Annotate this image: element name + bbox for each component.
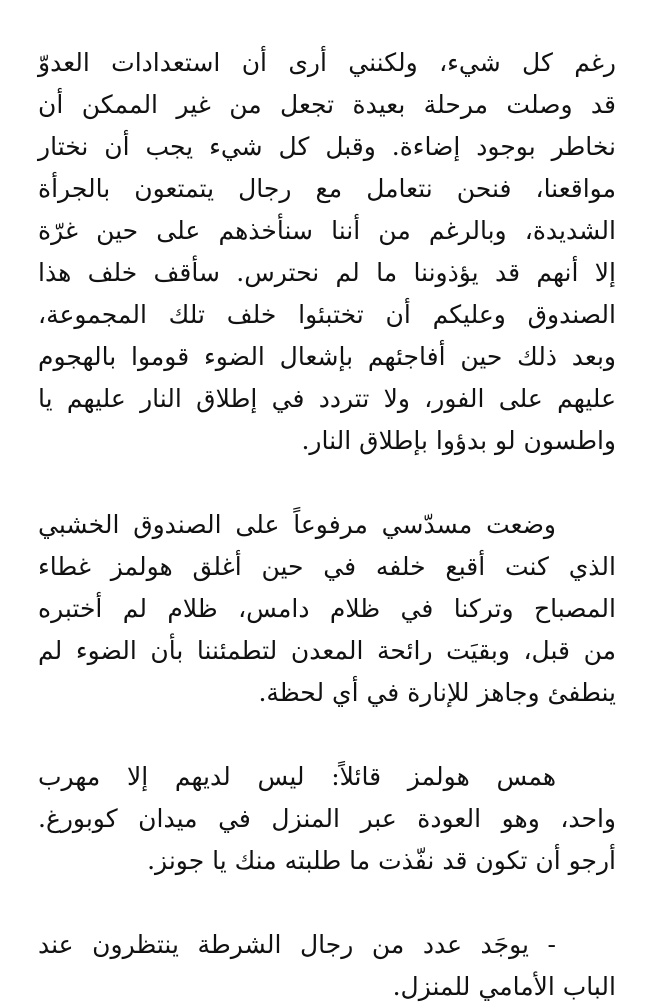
text-line: الباب الأمامي للمنزل. xyxy=(392,972,616,1001)
text-line: عليهم على الفور، ولا تتردد في إطلاق النار عليهم يا xyxy=(38,384,616,413)
paragraph-4 xyxy=(38,924,616,1008)
text-line: المصباح وتركنا في ظلام دامس، ظلام لم أختبره xyxy=(38,594,616,623)
text-line: همس هولمز قائلاً: ليس لديهم إلا مهرب xyxy=(38,762,556,791)
text-line: رغم كل شيء، ولكنني أرى أن استعدادات العدوّ xyxy=(38,48,616,77)
text-line: واطسون لو بدؤوا بإطلاق النار. xyxy=(301,426,616,455)
text-line: وبعد ذلك حين أفاجئهم بإشعال الضوء قوموا بالهجوم xyxy=(38,342,616,371)
text-line: الذي كنت أقبع خلفه في حين أغلق هولمز غطاء xyxy=(38,552,616,581)
text-line: الصندوق وعليكم أن تختبئوا خلف تلك المجموعة، xyxy=(38,300,616,329)
text-line: نخاطر بوجود إضاءة. وقبل كل شيء يجب أن نختار xyxy=(38,132,616,161)
text-line: قد وصلت مرحلة بعيدة تجعل من غير الممكن أن xyxy=(38,90,616,119)
text-line: وضعت مسدّسي مرفوعاً على الصندوق الخشبي xyxy=(38,510,556,539)
text-line: أرجو أن تكون قد نفّذت ما طلبته منك يا جونز. xyxy=(147,846,616,875)
paragraph-gap xyxy=(38,462,616,504)
text-line: مواقعنا، فنحن نتعامل مع رجال يتمتعون بالجرأة xyxy=(38,174,616,203)
paragraph-1 xyxy=(38,42,616,462)
text-line: من قبل، وبقيَت رائحة المعدن لتطمئننا بأن الضوء لم xyxy=(38,636,616,665)
text-line: الشديدة، وبالرغم من أننا سنأخذهم على حين غرّة xyxy=(38,216,616,245)
paragraph-2 xyxy=(38,504,616,714)
paragraph-gap xyxy=(38,882,616,924)
text-line: إلا أنهم قد يؤذوننا ما لم نحترس. سأقف خلف هذا xyxy=(38,258,616,287)
paragraph-3 xyxy=(38,756,616,882)
text-line: ينطفئ وجاهز للإنارة في أي لحظة. xyxy=(258,678,616,707)
page-text xyxy=(38,42,616,1008)
text-line: واحد، وهو العودة عبر المنزل في ميدان كوبورغ. xyxy=(38,804,616,833)
text-line: - يوجَد عدد من رجال الشرطة ينتظرون عند xyxy=(38,930,556,959)
paragraph-gap xyxy=(38,714,616,756)
